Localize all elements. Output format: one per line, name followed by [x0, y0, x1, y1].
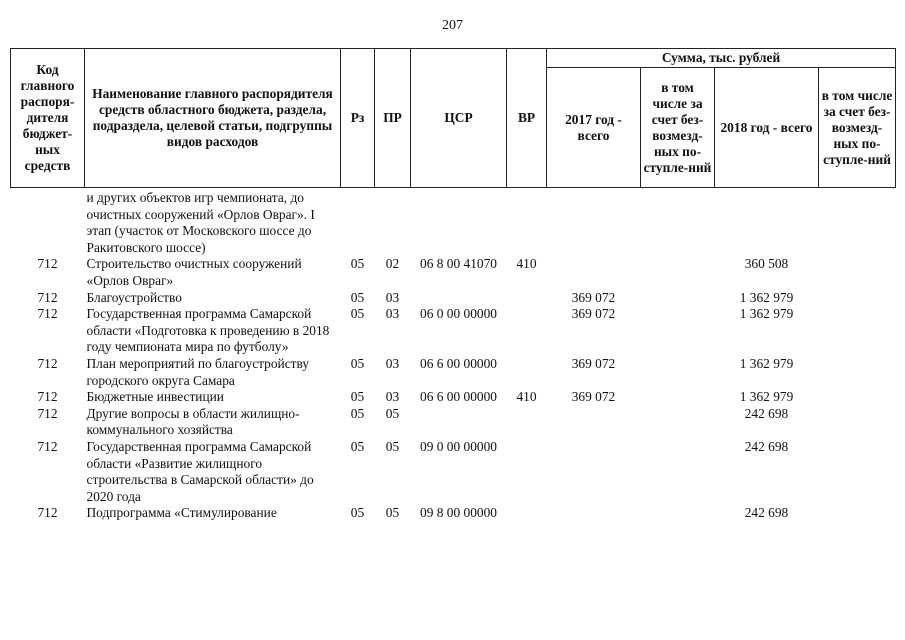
row-rz: 05	[350, 438, 365, 454]
row-name: Строительство очистных сооружений «Орлов Овраг»	[86, 256, 302, 288]
row-sum-2017	[547, 406, 641, 439]
row-vr	[507, 505, 547, 522]
row-sum-2017: 369 072	[571, 355, 616, 371]
row-sum-2018-grants	[819, 505, 896, 522]
row-sum-2017-grants	[641, 356, 715, 389]
row-csr	[411, 188, 507, 257]
row-sum-2017	[547, 188, 641, 257]
row-rz: 05	[350, 355, 365, 371]
row-pr: 03	[385, 289, 400, 305]
row-csr	[411, 406, 507, 439]
row-pr: 03	[385, 355, 400, 371]
row-rz: 05	[350, 405, 365, 421]
row-pr	[375, 188, 411, 257]
row-sum-2018-grants	[819, 389, 896, 406]
row-sum-2018: 1 362 979	[739, 306, 794, 322]
row-sum-2017-grants	[641, 389, 715, 406]
table-row	[11, 306, 896, 356]
header-rz: Рз	[341, 49, 375, 188]
row-pr: 03	[385, 306, 400, 322]
row-sum-2018: 242 698	[744, 438, 789, 454]
table-header	[11, 49, 896, 188]
row-csr: 06 6 00 00000	[420, 355, 497, 371]
table-row	[11, 188, 896, 257]
row-name: Бюджетные инвестиции	[86, 389, 224, 405]
row-sum-2017: 369 072	[571, 306, 616, 322]
row-sum-2017-grants	[641, 306, 715, 356]
row-vr	[507, 356, 547, 389]
row-sum-2017-grants	[641, 406, 715, 439]
budget-table	[10, 48, 896, 522]
row-sum-2018: 1 362 979	[739, 289, 794, 305]
row-sum-2018-grants	[819, 406, 896, 439]
row-vr: 410	[516, 256, 537, 272]
row-sum-2018: 242 698	[744, 405, 789, 421]
header-pr: ПР	[375, 49, 411, 188]
row-sum-2018-grants	[819, 306, 896, 356]
row-sum-2017	[547, 256, 641, 289]
row-sum-2018: 1 362 979	[739, 355, 794, 371]
row-csr: 06 0 00 00000	[420, 306, 497, 322]
header-vr: ВР	[507, 49, 547, 188]
row-sum-2017: 369 072	[571, 389, 616, 405]
row-name: Государственная программа Самарской области «Развитие жилищного строительства в Самарской области» до 2020 года	[86, 438, 314, 504]
row-rz: 05	[350, 505, 365, 521]
row-sum-2017	[547, 439, 641, 505]
row-pr: 05	[385, 438, 400, 454]
row-pr: 05	[385, 505, 400, 521]
header-2017-grants: в том числе за счет без-возмезд-ных по-ступле-ний	[641, 68, 715, 188]
row-csr: 06 6 00 00000	[420, 389, 497, 405]
row-sum-2017: 369 072	[571, 289, 616, 305]
row-csr: 09 0 00 00000	[420, 438, 497, 454]
row-vr: 410	[516, 389, 537, 405]
row-vr	[507, 290, 547, 307]
row-vr	[507, 439, 547, 505]
row-rz: 05	[350, 389, 365, 405]
row-rz	[341, 188, 375, 257]
row-name: Подпрограмма «Стимулирование	[86, 505, 277, 521]
row-vr	[507, 188, 547, 257]
table-row	[11, 290, 896, 307]
row-csr: 06 8 00 41070	[420, 256, 497, 272]
row-sum-2018	[715, 188, 819, 257]
row-csr	[411, 290, 507, 307]
row-vr	[507, 406, 547, 439]
row-name: Другие вопросы в области жилищно-коммунального хозяйства	[86, 405, 300, 438]
header-sum-group: Сумма, тыс. рублей	[547, 49, 896, 68]
row-sum-2017-grants	[641, 290, 715, 307]
row-pr: 05	[385, 405, 400, 421]
row-rz: 05	[350, 306, 365, 322]
row-rz: 05	[350, 256, 365, 272]
row-code: 712	[37, 438, 58, 454]
header-code: Код главного распоря-дителя бюджет-ных средств	[11, 49, 85, 188]
table-row	[11, 256, 896, 289]
row-sum-2018-grants	[819, 256, 896, 289]
row-vr	[507, 306, 547, 356]
table-row	[11, 406, 896, 439]
page-number: 207	[442, 18, 463, 33]
table-row	[11, 505, 896, 522]
row-sum-2018-grants	[819, 439, 896, 505]
row-code: 712	[37, 405, 58, 421]
row-code	[11, 188, 85, 257]
header-name: Наименование главного распорядителя средств областного бюджета, раздела, подраздела, целевой статьи, подгруппы видов расходов	[85, 49, 341, 188]
header-2017-total: 2017 год - всего	[547, 68, 641, 188]
row-sum-2018: 1 362 979	[739, 389, 794, 405]
row-code: 712	[37, 256, 58, 272]
row-code: 712	[37, 306, 58, 322]
row-code: 712	[37, 289, 58, 305]
row-sum-2017-grants	[641, 256, 715, 289]
header-csr: ЦСР	[411, 49, 507, 188]
row-name: План мероприятий по благоустройству городского округа Самара	[86, 355, 310, 388]
row-sum-2017-grants	[641, 188, 715, 257]
row-rz: 05	[350, 289, 365, 305]
row-name: Государственная программа Самарской области «Подготовка к проведению в 2018 году чемпионата мира по футболу»	[86, 306, 330, 355]
row-name: и других объектов игр чемпионата, до очистных сооружений «Орлов Овраг». I этап (участок от Московского шоссе до Ракитовского шоссе)	[86, 190, 315, 255]
header-2018-total: 2018 год - всего	[715, 68, 819, 188]
row-sum-2017-grants	[641, 505, 715, 522]
row-sum-2017-grants	[641, 439, 715, 505]
table-body	[11, 188, 896, 522]
row-code: 712	[37, 389, 58, 405]
row-sum-2018-grants	[819, 290, 896, 307]
row-code: 712	[37, 355, 58, 371]
row-csr: 09 8 00 00000	[420, 505, 497, 521]
table-row	[11, 356, 896, 389]
row-sum-2018: 360 508	[744, 256, 789, 272]
row-name: Благоустройство	[86, 289, 182, 305]
row-pr: 03	[385, 389, 400, 405]
row-sum-2018: 242 698	[744, 505, 789, 521]
table-row	[11, 389, 896, 406]
row-sum-2017	[547, 505, 641, 522]
row-sum-2018-grants	[819, 356, 896, 389]
header-2018-grants: в том числе за счет без-возмезд-ных по-ступле-ний	[819, 68, 896, 188]
row-code: 712	[37, 505, 58, 521]
row-sum-2018-grants	[819, 188, 896, 257]
row-pr: 02	[385, 256, 400, 272]
table-row	[11, 439, 896, 505]
